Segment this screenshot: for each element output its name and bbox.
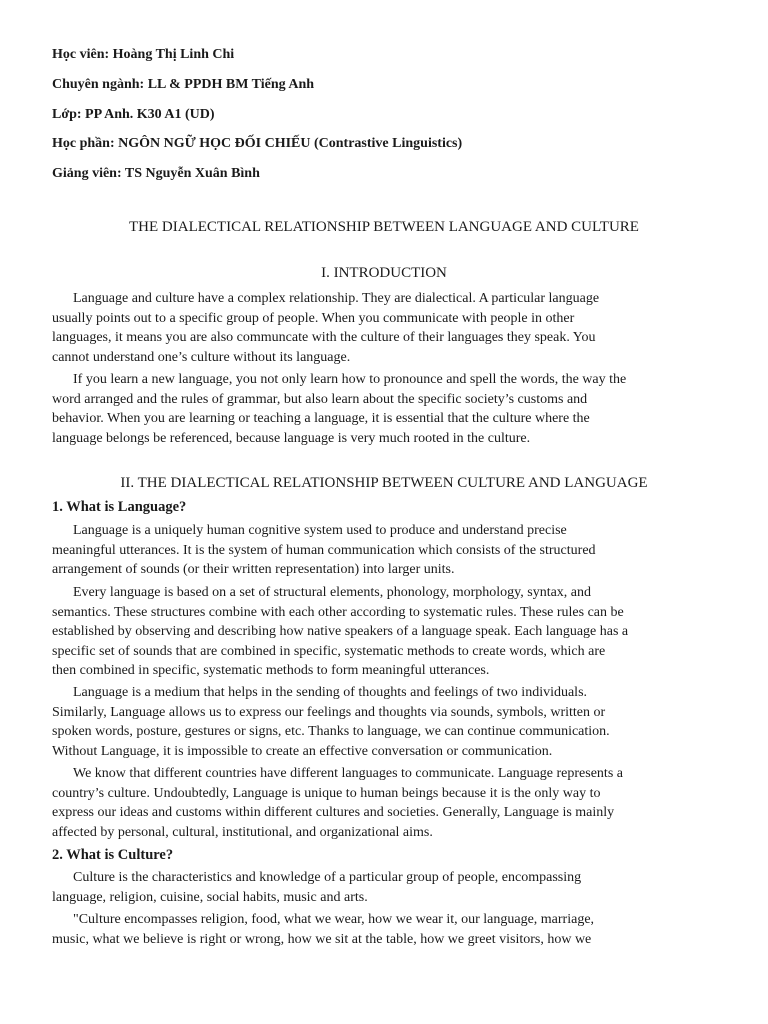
subheading-what-is-language: 1. What is Language? [52, 499, 187, 515]
student-name: Học viên: Hoàng Thị Linh Chi [52, 47, 235, 62]
class-line: Lớp: PP Anh. K30 A1 (UD) [52, 107, 215, 122]
language-paragraph: Every language is based on a set of structural elements, phonology, morphology, syntax, and semantics. These structures combine with each other according to systematic rules. These rules can be established by observing and describing how native speakers of a language speak. Each language has a specific set of sounds that are combined in specific, systematic methods to create words, which are then combined in specific, systematic methods to form meaningful utterances. [52, 585, 629, 679]
intro-paragraph: Language and culture have a complex relationship. They are dialectical. A particular language usually points out to a specific group of people. When you communicate with people in other languages, it means you are also communcate with the culture of their languages they speak. You cannot understand one’s culture without its language. [52, 291, 600, 365]
course-line: Học phần: NGÔN NGỮ HỌC ĐỐI CHIẾU (Contrastive Linguistics) [52, 136, 463, 151]
subheading-what-is-culture: 2. What is Culture? [52, 847, 174, 863]
document-title: THE DIALECTICAL RELATIONSHIP BETWEEN LANGUAGE AND CULTURE [129, 219, 639, 235]
major-line: Chuyên ngành: LL & PPDH BM Tiếng Anh [52, 77, 315, 92]
intro-paragraph: If you learn a new language, you not only learn how to pronounce and spell the words, the way the word arranged and the rules of grammar, but also learn about the specific society’s customs and behavior. When you are learning or teaching a language, it is essential that the culture where the language belongs be referenced, because language is very much rooted in the culture. [52, 372, 627, 446]
language-paragraph: We know that different countries have different languages to communicate. Language represents a country’s culture. Undoubtedly, Language is unique to human beings because it is the only way to express our ideas and customs within different cultures and societies. Generally, Language is mainly affected by personal, cultural, institutional, and organizational aims. [52, 766, 623, 840]
lecturer-line: Giảng viên: TS Nguyễn Xuân Bình [52, 166, 260, 181]
language-paragraph: Language is a medium that helps in the sending of thoughts and feelings of two individuals. Similarly, Language allows us to express our feelings and thoughts via sounds, symbols, written or spoken words, posture, gestures or signs, etc. Thanks to language, we can continue communication. Without Language, it is impossible to create an effective conversation or communication. [52, 685, 610, 759]
section-introduction-heading: I. INTRODUCTION [321, 265, 447, 281]
section-relationship-heading: II. THE DIALECTICAL RELATIONSHIP BETWEEN CULTURE AND LANGUAGE [120, 475, 648, 491]
language-paragraph: Language is a uniquely human cognitive system used to produce and understand precise meaningful utterances. It is the system of human communication which consists of the structured arrangement of sounds (or their written representation) into larger units. [52, 523, 596, 578]
culture-paragraph: "Culture encompasses religion, food, what we wear, how we wear it, our language, marriage, music, what we believe is right or wrong, how we sit at the table, how we greet visitors, how we [52, 912, 595, 947]
culture-paragraph: Culture is the characteristics and knowledge of a particular group of people, encompassing language, religion, cuisine, social habits, music and arts. [52, 870, 582, 905]
